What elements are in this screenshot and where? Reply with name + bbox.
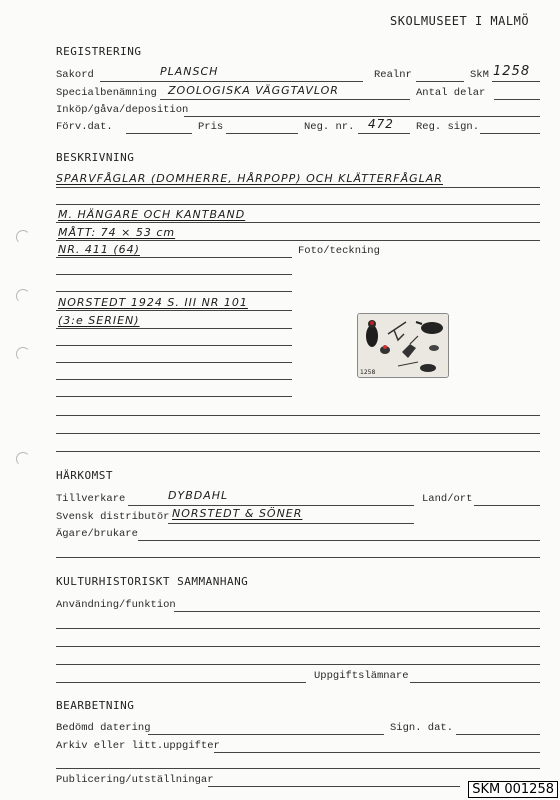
- special-label: Specialbenämning: [56, 87, 157, 99]
- skm-value: 1258: [493, 64, 531, 79]
- forv-label: Förv.dat.: [56, 121, 113, 133]
- special-value: ZOOLOGISKA VÄGGTAVLOR: [168, 84, 339, 97]
- beskrivning-line-3: MÅTT: 74 × 53 cm: [58, 226, 176, 239]
- publicering-label: Publicering/utställningar: [56, 774, 214, 786]
- section-beskrivning: BESKRIVNING: [56, 151, 135, 164]
- section-harkomst: HÄRKOMST: [56, 469, 113, 482]
- datering-label: Bedömd datering: [56, 722, 151, 734]
- punch-hole-3: [16, 347, 30, 361]
- beskrivning-line-4: NR. 411 (64): [58, 243, 140, 256]
- distributor-value: NORSTEDT & SÖNER: [172, 507, 303, 520]
- uppgift-label: Uppgiftslämnare: [314, 670, 409, 682]
- realnr-label: Realnr: [374, 69, 412, 81]
- sakord-value: PLANSCH: [160, 65, 219, 78]
- section-kultur: KULTURHISTORISKT SAMMANHANG: [56, 575, 249, 588]
- antal-label: Antal delar: [416, 87, 486, 99]
- anvandning-label: Användning/funktion: [56, 599, 176, 611]
- beskrivning-line-2: M. HÄNGARE OCH KANTBAND: [58, 208, 246, 221]
- foto-label: Foto/teckning: [298, 245, 380, 257]
- beskrivning-line-5: NORSTEDT 1924 S. III NR 101: [58, 296, 248, 309]
- skm-label: SkM: [470, 69, 489, 81]
- section-registrering: REGISTRERING: [56, 45, 142, 58]
- wallchart-thumbnail: [357, 313, 449, 378]
- beskrivning-line-1: SPARVFÅGLAR (DOMHERRE, HÅRPOPP) OCH KLÄTTERFÅGLAR: [56, 172, 443, 185]
- section-bearbetning: BEARBETNING: [56, 699, 135, 712]
- sakord-label: Sakord: [56, 69, 94, 81]
- agare-label: Ägare/brukare: [56, 528, 138, 540]
- punch-hole-4: [16, 452, 30, 466]
- arkiv-label: Arkiv eller litt.uppgifter: [56, 740, 220, 752]
- neg-value: 472: [368, 117, 394, 131]
- sign-label: Sign. dat.: [390, 722, 454, 734]
- punch-hole-1: [16, 230, 30, 244]
- pris-label: Pris: [198, 121, 224, 133]
- punch-hole-2: [16, 289, 30, 303]
- inkop-label: Inköp/gåva/deposition: [56, 104, 189, 116]
- neg-label: Neg. nr.: [304, 121, 355, 133]
- birds-illustration: [358, 314, 448, 377]
- thumbnail-caption: 1258: [360, 369, 376, 376]
- regsign-label: Reg. sign.: [416, 121, 480, 133]
- landort-label: Land/ort: [422, 493, 473, 505]
- distributor-label: Svensk distributör: [56, 511, 170, 523]
- beskrivning-line-6: (3:e SERIEN): [58, 314, 140, 327]
- archive-id-stamp: SKM 001258: [468, 781, 558, 798]
- tillverkare-label: Tillverkare: [56, 493, 126, 505]
- tillverkare-value: DYBDAHL: [168, 489, 229, 502]
- museum-title: SKOLMUSEET I MALMÖ: [390, 14, 530, 28]
